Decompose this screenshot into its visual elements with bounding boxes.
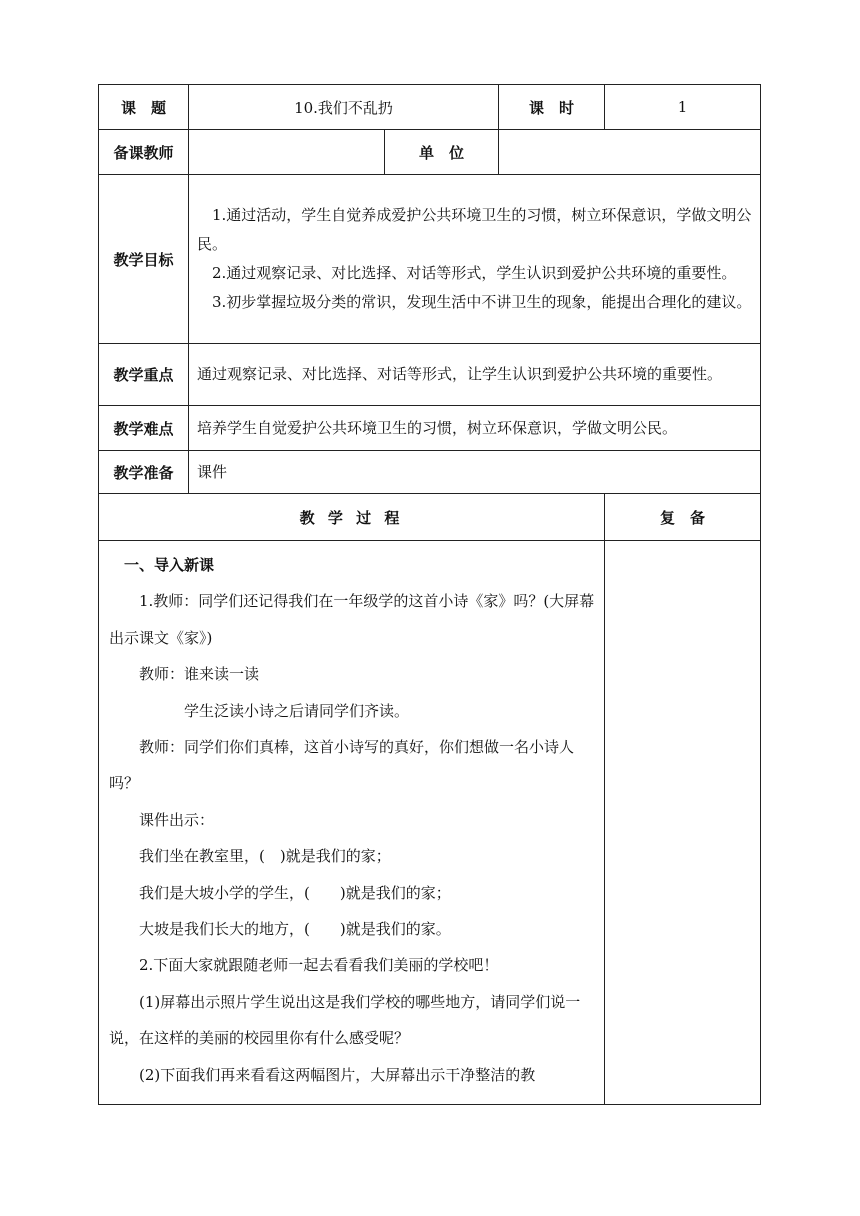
process-paragraph: 2.下面大家就跟随老师一起去看看我们美丽的学校吧！ bbox=[139, 956, 499, 975]
review-content bbox=[605, 541, 761, 1105]
lesson-plan-sheet bbox=[98, 84, 762, 1105]
topic-value: 10.我们不乱扔 bbox=[189, 85, 499, 130]
objective-item: 3.初步掌握垃圾分类的常识，发现生活中不讲卫生的现象，能提出合理化的建议。 bbox=[212, 293, 752, 311]
objective-item: 2.通过观察记录、对比选择、对话等形式，学生认识到爱护公共环境的重要性。 bbox=[212, 264, 737, 282]
lesson-plan-table bbox=[98, 84, 761, 1105]
period-label: 课 时 bbox=[499, 85, 605, 130]
review-header: 复 备 bbox=[605, 494, 761, 541]
process-paragraph: 学生泛读小诗之后请同学们齐读。 bbox=[184, 701, 410, 720]
teacher-row bbox=[99, 130, 761, 175]
topic-row bbox=[99, 85, 761, 130]
topic-label: 课 题 bbox=[99, 85, 189, 130]
difficulties-row bbox=[99, 406, 761, 451]
process-paragraph: (1)屏幕出示照片学生说出这是我们学校的哪些地方，请同学们说一说，在这样的美丽的校园里你有什么感受呢？ bbox=[109, 992, 581, 1048]
preparation-text: 课件 bbox=[189, 451, 761, 494]
teacher-label: 备课教师 bbox=[99, 130, 189, 175]
objectives-content bbox=[189, 175, 761, 344]
process-content bbox=[99, 541, 605, 1105]
preparation-row bbox=[99, 451, 761, 494]
process-paragraph: 大坡是我们长大的地方，( )就是我们的家。 bbox=[139, 920, 451, 939]
section-heading: 一、导入新课 bbox=[124, 556, 215, 574]
period-value: 1 bbox=[605, 85, 761, 130]
teacher-value bbox=[189, 130, 385, 175]
key-points-row bbox=[99, 344, 761, 406]
unit-label: 单 位 bbox=[385, 130, 499, 175]
difficulties-label: 教学难点 bbox=[99, 406, 189, 451]
process-paragraph: 教师：同学们你们真棒，这首小诗写的真好，你们想做一名小诗人吗？ bbox=[109, 738, 575, 793]
unit-value bbox=[499, 130, 761, 175]
process-paragraph: 我们是大坡小学的学生，( )就是我们的家； bbox=[139, 883, 451, 902]
process-paragraph: 1.教师：同学们还记得我们在一年级学的这首小诗《家》吗？(大屏幕出示课文《家》) bbox=[109, 592, 595, 647]
process-paragraph: 课件出示： bbox=[139, 810, 215, 829]
preparation-label: 教学准备 bbox=[99, 451, 189, 494]
key-points-text: 通过观察记录、对比选择、对话等形式，让学生认识到爱护公共环境的重要性。 bbox=[189, 344, 761, 406]
process-header-row bbox=[99, 494, 761, 541]
process-row bbox=[99, 541, 761, 1105]
objectives-label: 教学目标 bbox=[99, 175, 189, 344]
process-paragraph: 我们坐在教室里，( )就是我们的家； bbox=[139, 847, 391, 866]
difficulties-text: 培养学生自觉爱护公共环境卫生的习惯，树立环保意识，学做文明公民。 bbox=[189, 406, 761, 451]
key-points-label: 教学重点 bbox=[99, 344, 189, 406]
process-paragraph: 教师：谁来读一读 bbox=[139, 665, 260, 684]
objective-item: 1.通过活动，学生自觉养成爱护公共环境卫生的习惯，树立环保意识，学做文明公民。 bbox=[197, 206, 752, 253]
process-paragraph: (2)下面我们再来看看这两幅图片，大屏幕出示干净整洁的教 bbox=[139, 1065, 536, 1084]
objectives-row bbox=[99, 175, 761, 344]
process-header: 教 学 过 程 bbox=[99, 494, 605, 541]
